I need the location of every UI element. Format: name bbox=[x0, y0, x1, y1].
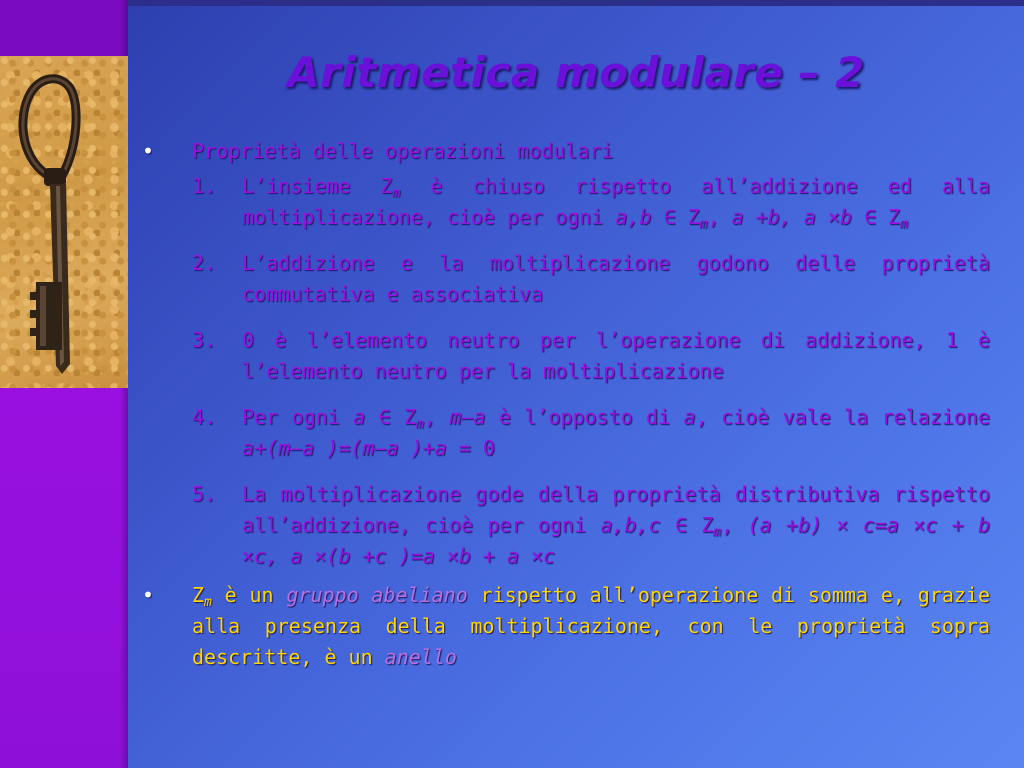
item-text: 0 è l’elemento neutro per l’operazione di addizione, 1 è l’elemento neutro per la moltiplicazione bbox=[242, 328, 990, 383]
item-text: L’addizione e la moltiplicazione godono delle proprietà commutativa e associativa bbox=[242, 251, 990, 306]
side-strip-top-band bbox=[0, 0, 128, 56]
item-number: 3. bbox=[192, 328, 217, 352]
top-edge bbox=[128, 0, 1024, 6]
bullet-mark: • bbox=[142, 583, 155, 607]
bullet-text: $Z_m$ è un gruppo abeliano rispetto all’operazione di somma e, grazie alla presenza della moltiplicazione, con le proprietà sopra descritte, è un anello bbox=[192, 583, 991, 669]
item-number: 1. bbox=[192, 174, 217, 198]
list-item-2 bbox=[192, 248, 990, 310]
slide-content bbox=[140, 136, 990, 673]
key-image bbox=[0, 56, 128, 388]
item-text: La moltiplicazione gode della proprietà distributiva rispetto all’addizione, cioè per ogni a,b,c ∈ $Z_m$, (a +b) × c=a ×c + b ×c, a ×(b +c )=a ×b + a ×c bbox=[242, 482, 990, 568]
list-item-5 bbox=[192, 479, 990, 572]
list-item-1 bbox=[192, 171, 990, 233]
key-icon bbox=[0, 56, 128, 388]
item-text: Per ogni a ∈ $Z_m$, m–a è l’opposto di a, cioè vale la relazione a+(m–a )=(m–a )+a = 0 bbox=[242, 405, 990, 460]
bullet-mark: • bbox=[142, 139, 155, 163]
list-item-3 bbox=[192, 325, 990, 387]
item-text: L’insieme $Z_m$ è chiuso rispetto all’addizione ed alla moltiplicazione, cioè per ogni a,b ∈ $Z_m$, a +b, a ×b ∈ $Z_m$ bbox=[242, 174, 991, 232]
numbered-list bbox=[192, 171, 990, 572]
bullet-text: Proprietà delle operazioni modulari bbox=[192, 139, 614, 163]
item-number: 5. bbox=[192, 482, 217, 506]
slide-title: Aritmetica modulare – 2 bbox=[287, 48, 865, 97]
list-item-4 bbox=[192, 402, 990, 464]
bullet-group bbox=[140, 580, 990, 673]
item-number: 2. bbox=[192, 251, 217, 275]
item-number: 4. bbox=[192, 405, 217, 429]
bullet-properties bbox=[140, 136, 990, 167]
